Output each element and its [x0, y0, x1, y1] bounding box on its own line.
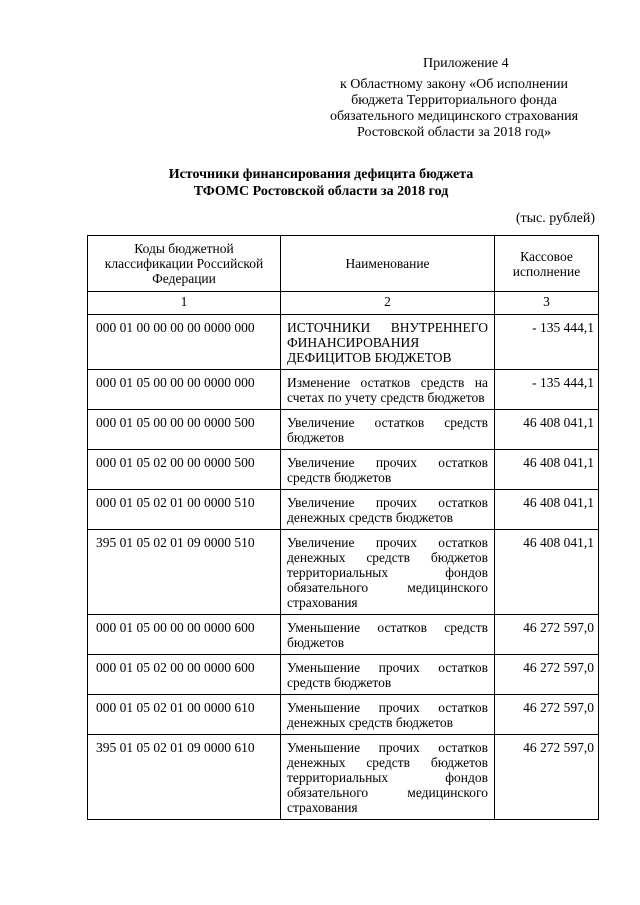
source-name-cell: Увеличение остатков средств бюджетов: [281, 410, 495, 450]
source-name-cell: Уменьшение остатков средств бюджетов: [281, 615, 495, 655]
budget-code-cell: 000 01 05 00 00 00 0000 500: [88, 410, 281, 450]
column-number: 2: [281, 292, 495, 315]
header-name: Наименование: [281, 236, 495, 292]
budget-code-cell: 000 01 05 02 00 00 0000 600: [88, 655, 281, 695]
amount-cell: 46 408 041,1: [495, 490, 599, 530]
document-title: [86, 166, 556, 200]
column-number: 1: [88, 292, 281, 315]
appendix-line: к Областному закону «Об исполнении: [339, 77, 569, 92]
table-row: [88, 370, 599, 410]
table-row: [88, 615, 599, 655]
amount-cell: 46 272 597,0: [495, 615, 599, 655]
table-row: [88, 530, 599, 615]
appendix-line: обязательного медицинского страхования: [329, 109, 579, 124]
budget-code-cell: 395 01 05 02 01 09 0000 610: [88, 735, 281, 820]
units-label: (тыс. рублей): [515, 211, 595, 226]
budget-code-cell: 000 01 05 00 00 00 0000 000: [88, 370, 281, 410]
amount-cell: - 135 444,1: [495, 315, 599, 370]
financing-sources-table: [87, 235, 599, 820]
appendix-number: Приложение 4: [423, 56, 509, 71]
header-code: Коды бюджетной классификации Российской Федерации: [88, 236, 281, 292]
amount-cell: 46 272 597,0: [495, 695, 599, 735]
table-row: [88, 450, 599, 490]
source-name-cell: Увеличение прочих остатков денежных средств бюджетов территориальных фондов обязательного медицинского страхования: [281, 530, 495, 615]
table-row: [88, 490, 599, 530]
table-row: [88, 410, 599, 450]
table-row: [88, 655, 599, 695]
source-name-cell: Изменение остатков средств на счетах по учету средств бюджетов: [281, 370, 495, 410]
budget-code-cell: 000 01 05 00 00 00 0000 600: [88, 615, 281, 655]
appendix-reference: [316, 56, 592, 141]
column-number: 3: [495, 292, 599, 315]
appendix-line: бюджета Территориального фонда: [351, 93, 557, 108]
table-row: [88, 315, 599, 370]
source-name-cell: Уменьшение прочих остатков средств бюджетов: [281, 655, 495, 695]
amount-cell: 46 408 041,1: [495, 450, 599, 490]
table-row: [88, 695, 599, 735]
amount-cell: 46 408 041,1: [495, 410, 599, 450]
table-row: [88, 735, 599, 820]
table-body: [88, 315, 599, 820]
source-name-cell: Увеличение прочих остатков средств бюджетов: [281, 450, 495, 490]
budget-code-cell: 000 01 05 02 00 00 0000 500: [88, 450, 281, 490]
budget-code-cell: 000 01 05 02 01 00 0000 610: [88, 695, 281, 735]
amount-cell: 46 408 041,1: [495, 530, 599, 615]
amount-cell: - 135 444,1: [495, 370, 599, 410]
header-amount: Кассовое исполнение: [495, 236, 599, 292]
source-name-cell: Уменьшение прочих остатков денежных средств бюджетов территориальных фондов обязательного медицинского страхования: [281, 735, 495, 820]
appendix-line: Ростовской области за 2018 год»: [357, 125, 551, 140]
table-header-row: [88, 236, 599, 292]
budget-code-cell: 000 01 00 00 00 00 0000 000: [88, 315, 281, 370]
budget-code-cell: 395 01 05 02 01 09 0000 510: [88, 530, 281, 615]
amount-cell: 46 272 597,0: [495, 655, 599, 695]
amount-cell: 46 272 597,0: [495, 735, 599, 820]
column-number-row: [88, 292, 599, 315]
budget-code-cell: 000 01 05 02 01 00 0000 510: [88, 490, 281, 530]
document-title-line-2: ТФОМС Ростовской области за 2018 год: [193, 184, 449, 199]
document-title-line-1: Источники финансирования дефицита бюджета: [168, 167, 474, 182]
source-name-cell: Уменьшение прочих остатков денежных средств бюджетов: [281, 695, 495, 735]
source-name-cell: Увеличение прочих остатков денежных средств бюджетов: [281, 490, 495, 530]
source-name-cell: ИСТОЧНИКИ ВНУТРЕННЕГО ФИНАНСИРОВАНИЯ ДЕФИЦИТОВ БЮДЖЕТОВ: [281, 315, 495, 370]
